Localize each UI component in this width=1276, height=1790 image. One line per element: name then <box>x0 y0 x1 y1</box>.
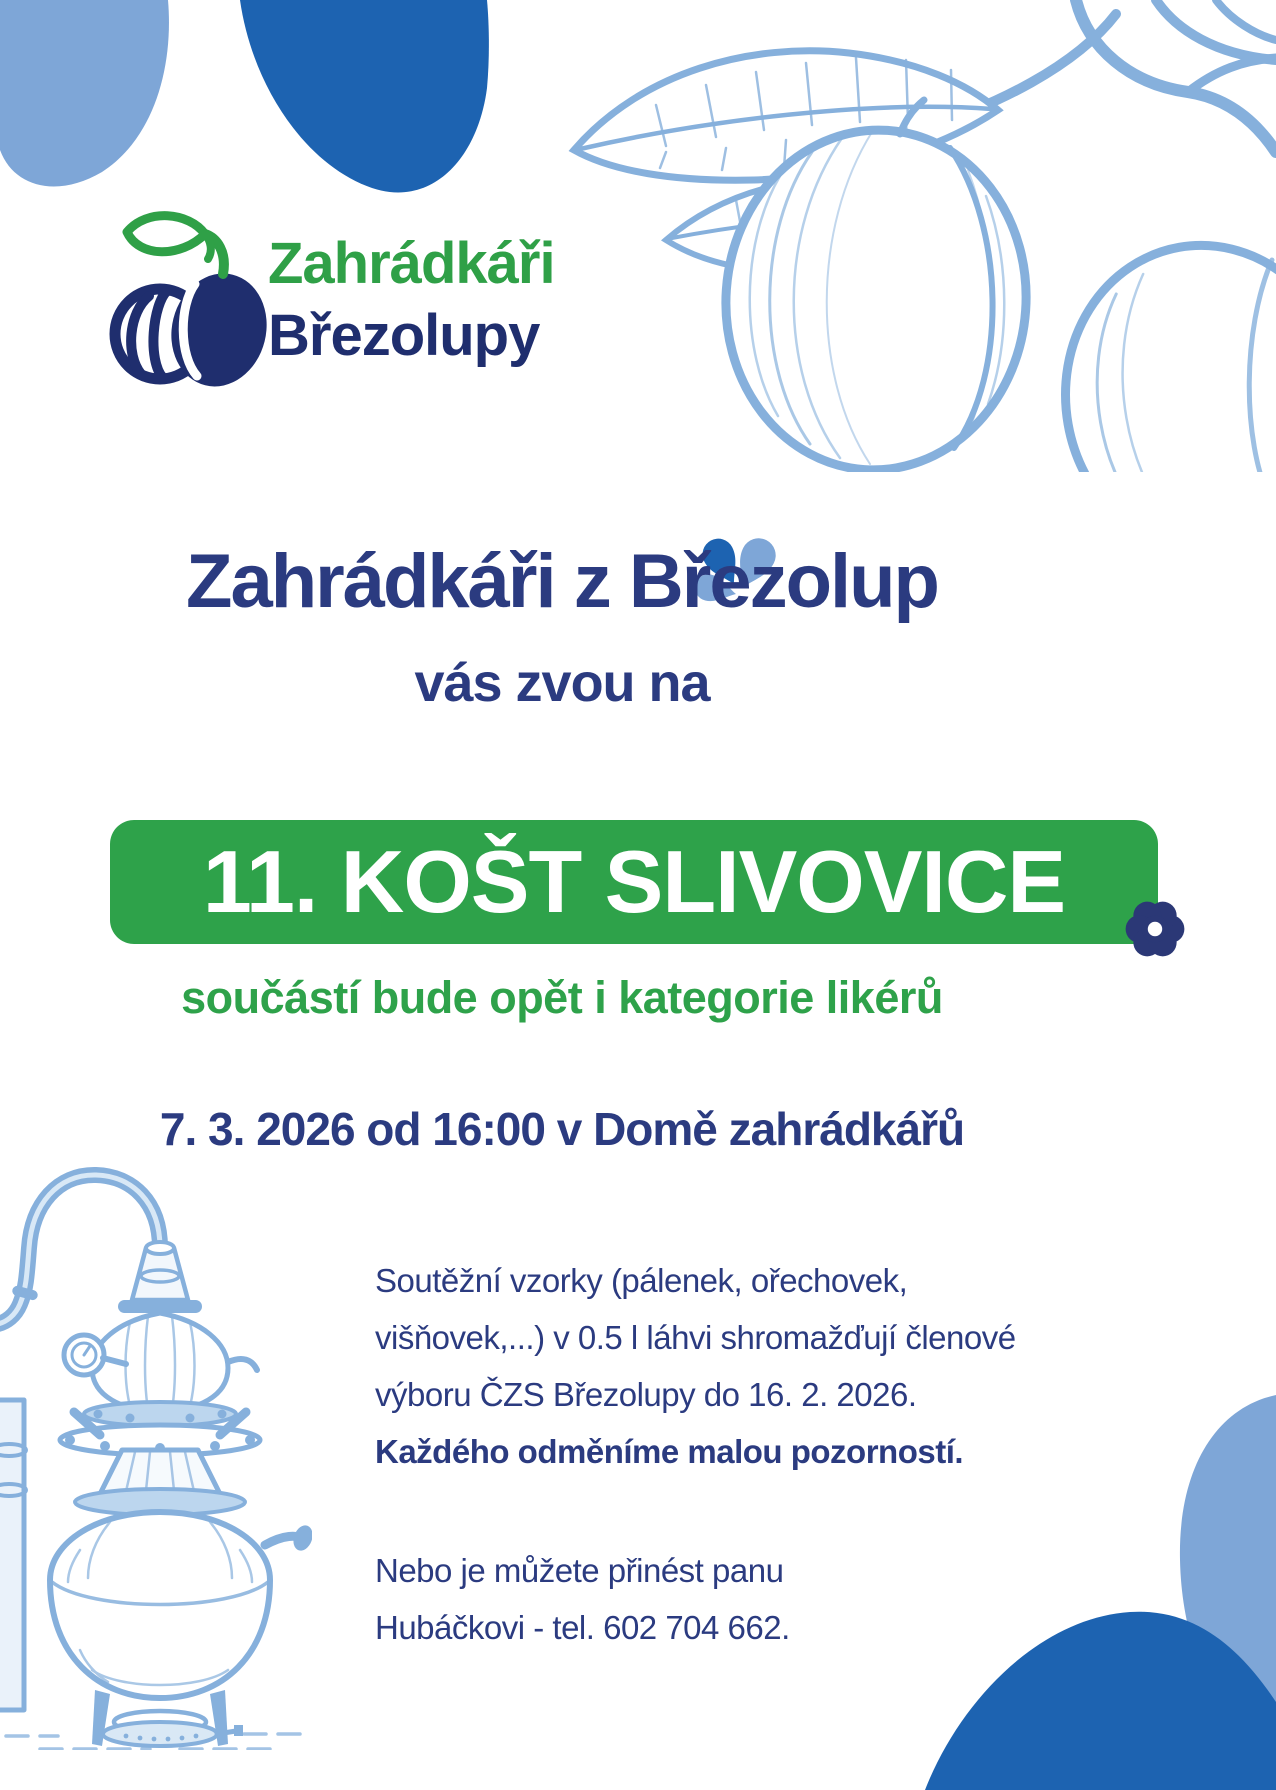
logo <box>105 210 565 395</box>
logo-org-place: Březolupy <box>268 303 540 368</box>
flower-icon <box>1122 896 1188 962</box>
details-line: výboru ČZS Březolupy do 16. 2. 2026. <box>375 1376 917 1413</box>
corner-blobs-top-left <box>0 0 500 210</box>
corner-blobs-bottom-right <box>920 1370 1276 1790</box>
details-line: Soutěžní vzorky (pálenek, ořechovek, <box>375 1262 908 1299</box>
event-banner <box>110 820 1158 944</box>
plum-branch-etching <box>516 0 1276 472</box>
invite-title: Zahrádkáři z Březolup <box>186 539 938 624</box>
contact-phone-line: Hubáčkovi - tel. 602 704 662. <box>375 1609 790 1646</box>
blob-dark-blue <box>240 0 489 192</box>
event-datetime: 7. 3. 2026 od 16:00 v Domě zahrádkářů <box>159 1103 965 1155</box>
invite-subtitle: vás zvou na <box>414 653 710 713</box>
plums-logo-icon <box>105 210 275 395</box>
details-line: višňovek,...) v 0.5 l láhvi shromažďují členové <box>375 1319 1016 1356</box>
distillery-still-etching <box>0 1150 312 1750</box>
logo-org-name: Zahrádkáři <box>268 231 555 296</box>
contact-line: Nebo je můžete přinést panu <box>375 1552 784 1589</box>
event-tagline: součástí bude opět i kategorie likérů <box>181 972 943 1023</box>
details-line-reward: Každého odměníme malou pozorností. <box>375 1433 964 1470</box>
blob-light-blue <box>0 0 169 186</box>
event-banner-label: 11. KOŠT SLIVOVICE <box>202 832 1066 931</box>
